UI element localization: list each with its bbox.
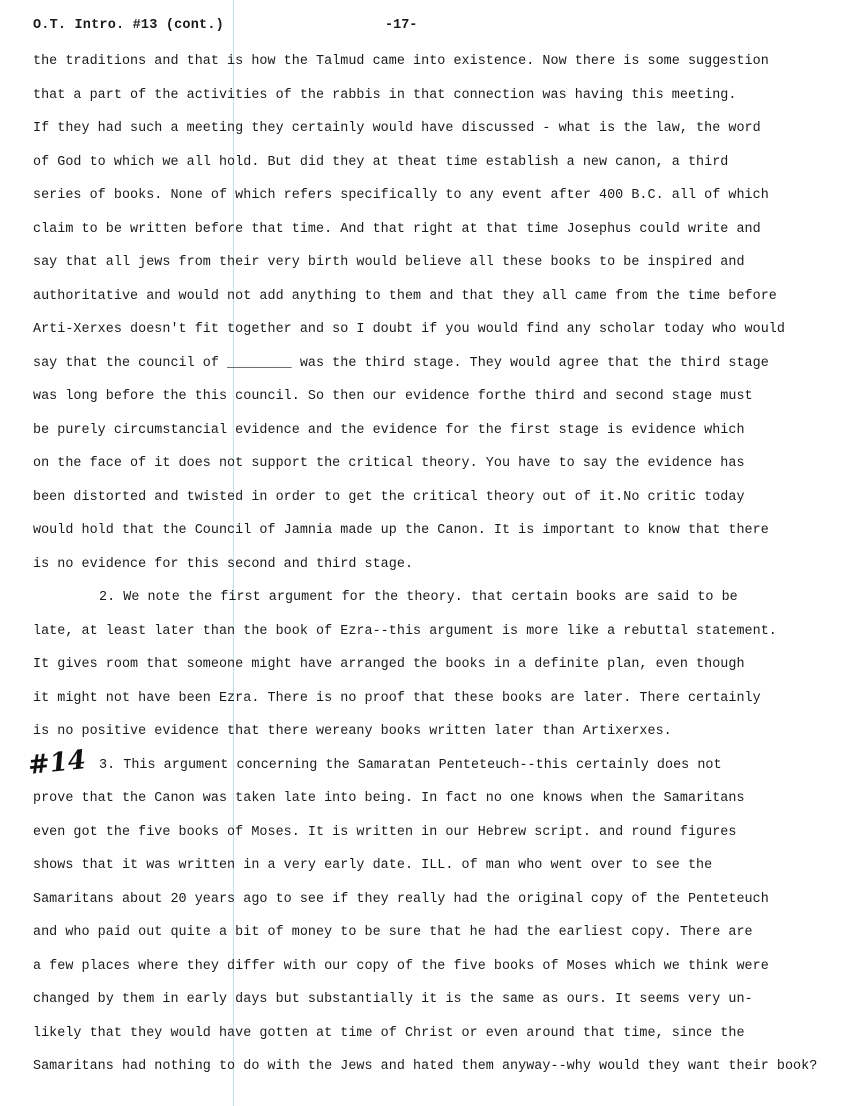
text-line: and who paid out quite a bit of money to be sure that he had the earliest copy. There are	[33, 925, 753, 940]
text-line: likely that they would have gotten at time of Christ or even around that time, since the	[33, 1025, 745, 1041]
text-line: would hold that the Council of Jamnia made up the Canon. It is important to know that there	[33, 523, 769, 538]
text-line: claim to be written before that time. And that right at that time Josephus could write and	[33, 221, 761, 237]
text-line: it might not have been Ezra. There is no proof that these books are later. There certainly	[33, 690, 761, 706]
text-line: changed by them in early days but substantially it is the same as ours. It seems very un-	[33, 992, 753, 1007]
text-line: on the face of it does not support the critical theory. You have to say the evidence has	[33, 456, 745, 471]
body-text	[33, 52, 818, 1091]
handwritten-margin-note: #14	[26, 745, 88, 781]
text-line: is no evidence for this second and third stage.	[33, 556, 414, 572]
text-line: been distorted and twisted in order to get the critical theory out of it.No critic today	[33, 489, 745, 505]
text-line: late, at least later than the book of Ezra--this argument is more like a rebuttal statement.	[33, 623, 777, 639]
page-header-title: O.T. Intro. #13 (cont.)	[33, 18, 224, 33]
text-line: shows that it was written in a very early date. ILL. of man who went over to see the	[33, 858, 713, 873]
paragraph-3-start: 3. This argument concerning the Samaratan Penteteuch--this certainly does not	[99, 757, 722, 773]
page-number: -17-	[385, 18, 418, 33]
text-line: series of books. None of which refers specifically to any event after 400 B.C. all of which	[33, 188, 769, 203]
text-line: It gives room that someone might have arranged the books in a definite plan, even though	[33, 657, 745, 672]
text-line: say that the council of ________ was the third stage. They would agree that the third stage	[33, 355, 769, 371]
text-line: Arti-Xerxes doesn't fit together and so I doubt if you would find any scholar today who would	[33, 322, 785, 337]
text-line: prove that the Canon was taken late into being. In fact no one knows when the Samaritans	[33, 791, 745, 806]
text-line: Samaritans had nothing to do with the Jews and hated them anyway--why would they want their book?	[33, 1059, 818, 1074]
text-line: If they had such a meeting they certainly would have discussed - what is the law, the word	[33, 121, 761, 136]
text-line: say that all jews from their very birth would believe all these books to be inspired and	[33, 255, 745, 270]
text-line: is no positive evidence that there wereany books written later than Artixerxes.	[33, 724, 672, 739]
text-line: even got the five books of Moses. It is written in our Hebrew script. and round figures	[33, 824, 737, 840]
text-line: Samaritans about 20 years ago to see if they really had the original copy of the Penteteuch	[33, 891, 769, 907]
text-line: of God to which we all hold. But did they at theat time establish a new canon, a third	[33, 154, 729, 170]
text-line: authoritative and would not add anything to them and that they all came from the time before	[33, 288, 777, 304]
text-line: a few places where they differ with our copy of the five books of Moses which we think were	[33, 958, 769, 974]
text-line: was long before the this council. So then our evidence forthe third and second stage must	[33, 389, 753, 404]
text-line: the traditions and that is how the Talmud came into existence. Now there is some suggestion	[33, 54, 769, 69]
text-line: that a part of the activities of the rabbis in that connection was having this meeting.	[33, 87, 737, 103]
text-line: be purely circumstancial evidence and the evidence for the first stage is evidence which	[33, 422, 745, 438]
paragraph-2-start: 2. We note the first argument for the theory. that certain books are said to be	[99, 590, 738, 605]
